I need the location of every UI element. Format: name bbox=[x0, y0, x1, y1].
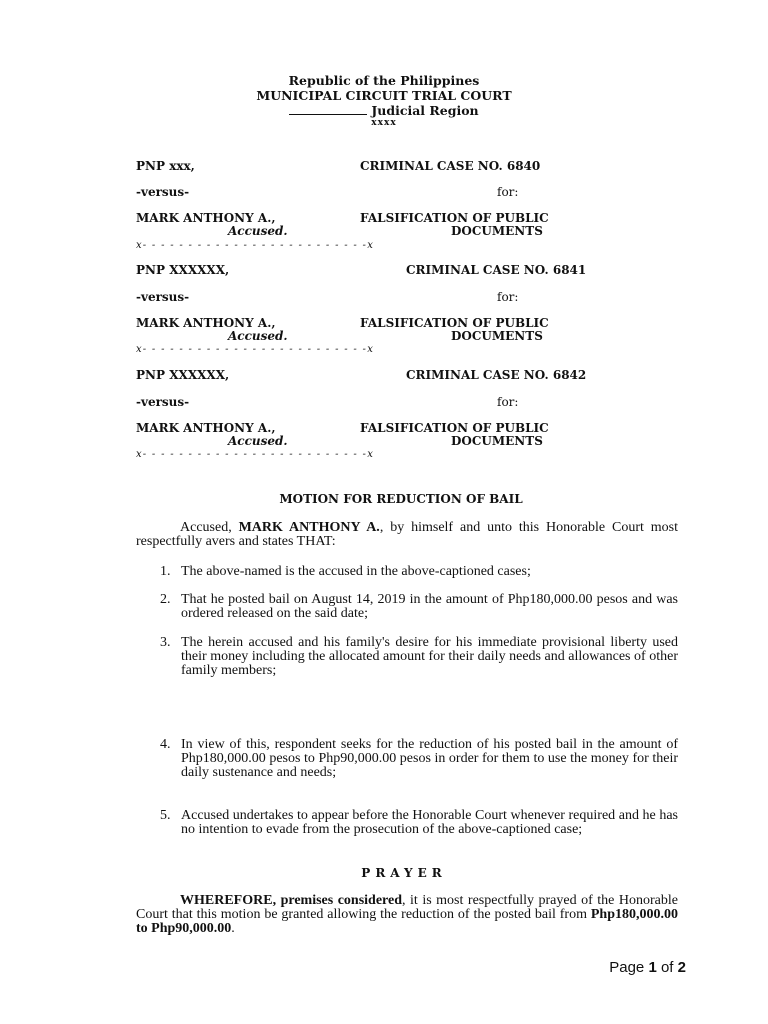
item-number: 1. bbox=[160, 564, 171, 579]
item-text: In view of this, respondent seeks for the reduction of his posted bail in the amount of Php180,000.00 pesos to Php90,000.00 pesos in order for them to use the money for their daily sustenance and needs; bbox=[181, 737, 678, 780]
case3-charge-line2: DOCUMENTS bbox=[451, 434, 543, 448]
case3-number: CRIMINAL CASE NO. 6842 bbox=[406, 368, 587, 382]
case2-plaintiff: PNP XXXXXX, bbox=[136, 263, 230, 277]
case1-plaintiff: PNP xxx, bbox=[136, 159, 195, 173]
case1-charge-line1: FALSIFICATION OF PUBLIC bbox=[360, 211, 549, 225]
case1-versus: -versus- bbox=[136, 185, 190, 199]
case1-accused-label: Accused. bbox=[228, 224, 288, 238]
prayer-amount: Php180,000.00 to Php90,000.00 bbox=[136, 907, 678, 936]
item-number: 2. bbox=[160, 592, 171, 607]
prayer-lead: WHEREFORE, premises considered bbox=[180, 893, 403, 908]
case2-accused-label: Accused. bbox=[228, 329, 288, 343]
region-blank-line bbox=[289, 104, 367, 115]
case3-charge-line1: FALSIFICATION OF PUBLIC bbox=[360, 421, 549, 435]
header-region-label: Judicial Region bbox=[371, 103, 479, 118]
prayer-title: PRAYER bbox=[361, 866, 447, 880]
caption-separator: x- - - - - - - - - - - - - - - - - - - - - - - - -x bbox=[136, 240, 375, 251]
case3-plaintiff: PNP XXXXXX, bbox=[136, 368, 230, 382]
case3-accused-label: Accused. bbox=[228, 434, 288, 448]
caption-separator: x- - - - - - - - - - - - - - - - - - - - - - - - -x bbox=[136, 344, 375, 355]
prayer-end: . bbox=[231, 921, 235, 936]
item-number: 4. bbox=[160, 737, 171, 752]
case1-charge-line2: DOCUMENTS bbox=[451, 224, 543, 238]
case2-charge-line1: FALSIFICATION OF PUBLIC bbox=[360, 316, 549, 330]
item-text: The above-named is the accused in the above-captioned cases; bbox=[181, 564, 531, 579]
footer-of-word: of bbox=[660, 959, 674, 976]
header-republic: Republic of the Philippines bbox=[288, 73, 480, 88]
item-number: 3. bbox=[160, 635, 171, 650]
case1-number: CRIMINAL CASE NO. 6840 bbox=[360, 159, 541, 173]
case3-versus: -versus- bbox=[136, 395, 190, 409]
header-court: MUNICIPAL CIRCUIT TRIAL COURT bbox=[256, 88, 512, 103]
page-footer bbox=[609, 959, 686, 976]
case3-for-label: for: bbox=[497, 395, 519, 409]
case2-for-label: for: bbox=[497, 290, 519, 304]
case2-accused-name: MARK ANTHONY A., bbox=[136, 316, 276, 330]
motion-title: MOTION FOR REDUCTION OF BAIL bbox=[279, 492, 523, 506]
footer-page-number: 1 bbox=[648, 959, 657, 976]
intro-pre: Accused, bbox=[180, 520, 239, 535]
item-text: That he posted bail on August 14, 2019 in the amount of Php180,000.00 pesos and was ordered released on the said date; bbox=[181, 592, 678, 621]
case2-versus: -versus- bbox=[136, 290, 190, 304]
footer-page-word: Page bbox=[609, 959, 645, 976]
intro-paragraph bbox=[136, 521, 678, 549]
caption-separator: x- - - - - - - - - - - - - - - - - - - - - - - - -x bbox=[136, 449, 375, 460]
header-xxxx: xxxx bbox=[371, 118, 397, 128]
item-number: 5. bbox=[160, 808, 171, 823]
item-text: The herein accused and his family's desire for his immediate provisional liberty used their money including the allocated amount for their daily needs and allowances of other family members; bbox=[181, 635, 678, 678]
footer-page-total: 2 bbox=[677, 959, 686, 976]
intro-accused-name: MARK ANTHONY A. bbox=[238, 520, 380, 535]
case2-number: CRIMINAL CASE NO. 6841 bbox=[406, 263, 587, 277]
intro-post: , by himself and unto this Honorable Court most respectfully avers and states THAT: bbox=[136, 520, 678, 549]
item-text: Accused undertakes to appear before the Honorable Court whenever required and he has no intention to evade from the prosecution of the above-captioned case; bbox=[181, 808, 678, 837]
prayer-paragraph bbox=[136, 894, 678, 936]
case2-charge-line2: DOCUMENTS bbox=[451, 329, 543, 343]
case1-for-label: for: bbox=[497, 185, 519, 199]
case1-accused-name: MARK ANTHONY A., bbox=[136, 211, 276, 225]
case3-accused-name: MARK ANTHONY A., bbox=[136, 421, 276, 435]
prayer-mid: , it is most respectfully prayed of the Honorable Court that this motion be granted allowing the reduction of the posted bail from bbox=[136, 893, 678, 922]
